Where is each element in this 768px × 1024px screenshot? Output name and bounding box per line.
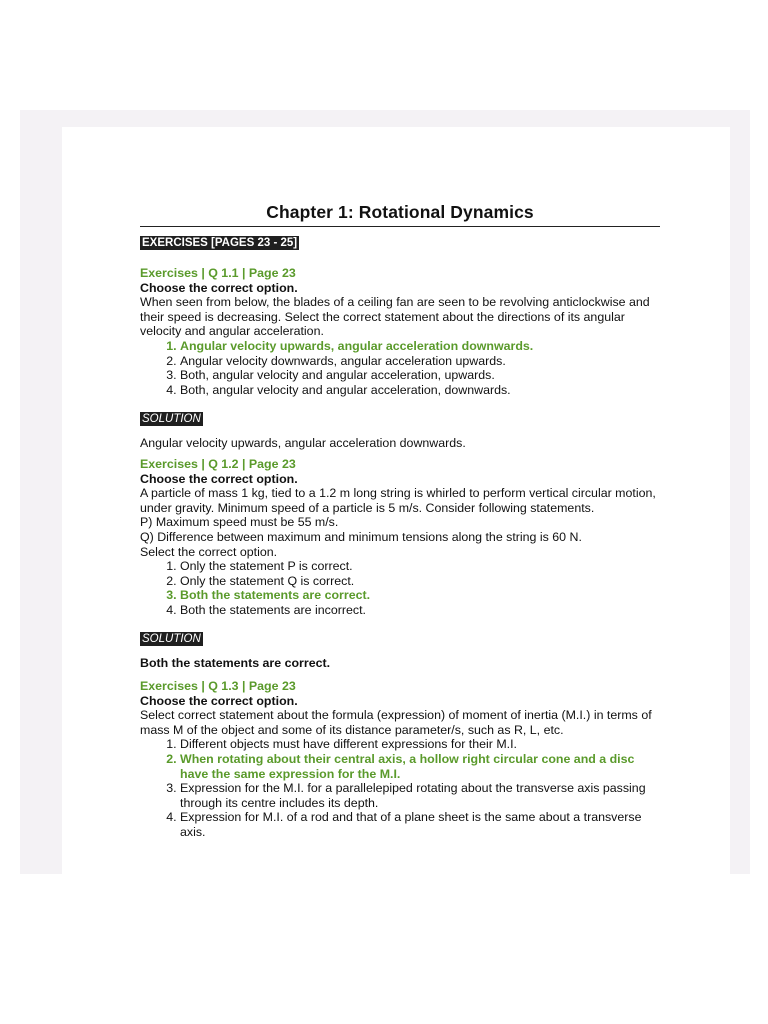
question-3-header: Exercises | Q 1.3 | Page 23 xyxy=(140,679,296,694)
question-2-option-3: 3. Both the statements are correct. xyxy=(180,588,660,603)
question-1-header: Exercises | Q 1.1 | Page 23 xyxy=(140,266,296,280)
question-2-options xyxy=(140,559,660,617)
question-2-option-2: 2. Only the statement Q is correct. xyxy=(180,574,660,589)
question-1-instruction: Choose the correct option. xyxy=(140,280,298,295)
question-2-statement-q: Q) Difference between maximum and minimum tensions along the string is 60 N. xyxy=(140,529,582,544)
question-2-header: Exercises | Q 1.2 | Page 23 xyxy=(140,456,296,471)
question-3-option-4: 4. Expression for M.I. of a rod and that of a plane sheet is the same about a transverse axis. xyxy=(180,810,660,839)
question-1-option-3: 3. Both, angular velocity and angular acceleration, upwards. xyxy=(180,368,660,383)
solution-label-1: SOLUTION xyxy=(142,413,201,426)
exercises-label: EXERCISES [PAGES 23 - 25] xyxy=(142,237,298,249)
question-1-option-1: 1. Angular velocity upwards, angular acceleration downwards. xyxy=(180,339,660,354)
question-1-option-4: 4. Both, angular velocity and angular acceleration, downwards. xyxy=(180,383,660,398)
question-2-instruction: Choose the correct option. xyxy=(140,471,298,486)
question-3-text: Select correct statement about the formula (expression) of moment of inertia (M.I.) in terms of mass M of the object and some of its distance parameter/s, such as R, L, etc. xyxy=(140,708,652,737)
question-2-solution: Both the statements are correct. xyxy=(140,656,331,671)
chapter-title: Chapter 1: Rotational Dynamics xyxy=(140,200,660,227)
question-3-instruction: Choose the correct option. xyxy=(140,693,298,708)
question-3-option-3: 3. Expression for the M.I. for a parallelepiped rotating about the transverse axis passing through its centre includes its depth. xyxy=(180,781,660,810)
question-3-option-2: 2. When rotating about their central axis, a hollow right circular cone and a disc have the same expression for the M.I. xyxy=(180,752,660,781)
question-2-option-4: 4. Both the statements are incorrect. xyxy=(180,603,660,618)
question-1-option-2: 2. Angular velocity downwards, angular acceleration upwards. xyxy=(180,354,660,369)
question-1-options xyxy=(140,339,660,397)
question-1-text: When seen from below, the blades of a ceiling fan are seen to be revolving anticlockwise and their speed is decreasing. Select the correct statement about the directions of its angular velocity and angular acceleration. xyxy=(140,295,650,339)
question-3-option-1: 1. Different objects must have different expressions for their M.I. xyxy=(180,737,660,752)
question-2-text: A particle of mass 1 kg, tied to a 1.2 m long string is whirled to perform vertical circular motion, under gravity. Minimum speed of a particle is 5 m/s. Consider following statements. xyxy=(140,486,656,515)
question-3-options xyxy=(140,737,660,839)
document-content xyxy=(140,200,660,840)
question-2-option-1: 1. Only the statement P is correct. xyxy=(180,559,660,574)
question-2-select: Select the correct option. xyxy=(140,544,278,559)
question-1-solution: Angular velocity upwards, angular acceleration downwards. xyxy=(140,436,466,451)
solution-label-2: SOLUTION xyxy=(142,633,201,646)
question-2-statement-p: P) Maximum speed must be 55 m/s. xyxy=(140,515,339,530)
